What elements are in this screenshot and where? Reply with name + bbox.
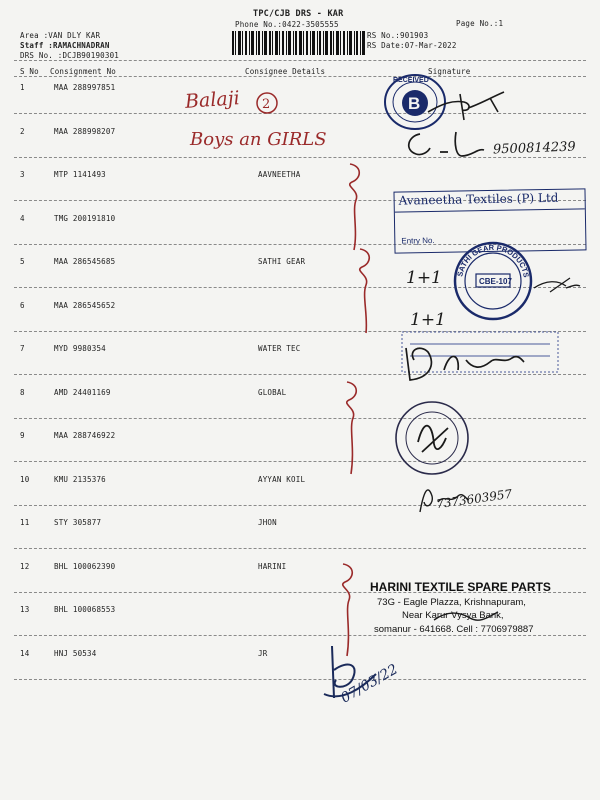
svg-text:B: B bbox=[408, 94, 421, 113]
col-signature: Signature bbox=[428, 67, 471, 76]
document-title: TPC/CJB DRS - KAR bbox=[253, 9, 344, 19]
row-sno: 1 bbox=[20, 83, 25, 92]
row-divider bbox=[14, 461, 586, 462]
row-sno: 3 bbox=[20, 170, 25, 179]
row-consignment-no: TMG 200191810 bbox=[54, 213, 116, 223]
row-consignment-no: STY 305877 bbox=[54, 518, 102, 527]
row-sno: 11 bbox=[20, 518, 30, 527]
row-consignment-no: AMD 24401169 bbox=[54, 387, 111, 397]
header-rule-top bbox=[14, 60, 586, 61]
avaneetha-divider bbox=[395, 208, 585, 212]
row-sno: 13 bbox=[20, 605, 30, 614]
row-consignment-no: BHL 100062390 bbox=[54, 561, 116, 571]
svg-text:RECEIVED: RECEIVED bbox=[393, 77, 429, 84]
signature-row1 bbox=[420, 82, 510, 128]
row-consignment-no: MAA 288746922 bbox=[54, 431, 116, 440]
row-divider bbox=[14, 635, 586, 636]
header-rule-bottom bbox=[14, 76, 586, 77]
row-consignee: JHON bbox=[258, 518, 277, 527]
global-stamp bbox=[392, 398, 472, 478]
harini-addr1: 73G - Eagle Plazza, Krishnapuram, bbox=[377, 597, 526, 608]
handwriting-1plus1-a: 1+1 bbox=[406, 268, 442, 288]
row-sno: 14 bbox=[20, 648, 30, 658]
row-sno: 9 bbox=[20, 431, 25, 440]
harini-addr2: Near Karur Vysya Bank, bbox=[402, 610, 504, 621]
sathi-gear-stamp bbox=[450, 238, 536, 324]
page-number: Page No.:1 bbox=[456, 19, 504, 28]
harini-addr3: somanur - 641668. Cell : 7706979887 bbox=[374, 624, 534, 635]
row-divider bbox=[14, 679, 586, 680]
handwriting-date: 07/03/22 bbox=[338, 661, 401, 707]
at-symbol-icon bbox=[253, 90, 281, 116]
row-consignment-no: KMU 2135376 bbox=[54, 474, 106, 484]
drs-number: DRS No. :DCJB90190301 bbox=[20, 51, 120, 60]
signature-row7 bbox=[400, 340, 528, 386]
svg-text:2: 2 bbox=[262, 97, 271, 112]
row-consignee: SATHI GEAR bbox=[258, 257, 306, 266]
avaneetha-name: Avaneetha Textiles (P) Ltd bbox=[398, 190, 559, 208]
row-sno: 4 bbox=[20, 213, 25, 223]
row-consignment-no: MAA 286545685 bbox=[54, 257, 116, 266]
row-consignee: GLOBAL bbox=[258, 387, 287, 397]
row-consignment-no: MAA 286545652 bbox=[54, 300, 116, 310]
harini-name: HARINI TEXTILE SPARE PARTS bbox=[370, 580, 551, 594]
area-label: Area :VAN DLY KAR bbox=[20, 31, 101, 40]
row-consignment-no: MYD 9980354 bbox=[54, 344, 106, 353]
row-sno: 2 bbox=[20, 126, 25, 136]
row-consignee: WATER TEC bbox=[258, 344, 301, 353]
row-sno: 10 bbox=[20, 474, 30, 484]
row-sno: 8 bbox=[20, 387, 25, 397]
col-sno: S No bbox=[20, 67, 39, 76]
signature-row2 bbox=[400, 126, 492, 164]
phone-number: Phone No.:0422-3505555 bbox=[235, 20, 339, 29]
rs-date: RS Date:07-Mar-2022 bbox=[367, 41, 457, 50]
row-consignee: JR bbox=[258, 648, 268, 658]
svg-text:CBE-107: CBE-107 bbox=[479, 277, 512, 286]
handwriting-phone1: 9500814239 bbox=[492, 139, 576, 158]
row-consignment-no: MAA 288998207 bbox=[54, 126, 116, 136]
row-consignee: AYYAN KOIL bbox=[258, 474, 306, 484]
row-sno: 5 bbox=[20, 257, 25, 266]
handwriting-phone2: 7373603957 bbox=[435, 486, 513, 512]
row-consignee: AAVNEETHA bbox=[258, 170, 301, 179]
barcode bbox=[232, 31, 365, 55]
row-sno: 7 bbox=[20, 344, 25, 353]
avaneetha-entry: Entry No. bbox=[401, 235, 435, 246]
row-consignment-no: HNJ 50534 bbox=[54, 648, 97, 658]
row-divider bbox=[14, 505, 586, 506]
row-consignment-no: MAA 288997851 bbox=[54, 83, 116, 92]
signature-row5 bbox=[530, 272, 582, 296]
brace-row5-6 bbox=[352, 245, 382, 337]
row-divider bbox=[14, 418, 586, 419]
col-consignment: Consignment No bbox=[50, 67, 117, 76]
row-consignment-no: MTP 1141493 bbox=[54, 170, 106, 179]
handwriting-boys-girls: Boys an GIRLS bbox=[190, 129, 327, 150]
row-consignment-no: BHL 100068553 bbox=[54, 605, 116, 614]
svg-text:SATHI GEAR PRODUCTS: SATHI GEAR PRODUCTS bbox=[455, 242, 531, 279]
row-sno: 6 bbox=[20, 300, 25, 310]
handwriting-balaji: Balaji bbox=[184, 87, 241, 113]
row-divider bbox=[14, 548, 586, 549]
row-sno: 12 bbox=[20, 561, 30, 571]
rs-number: RS No.:901903 bbox=[367, 31, 429, 40]
signature-row12 bbox=[430, 606, 500, 628]
col-consignee: Consignee Details bbox=[245, 67, 326, 76]
staff-label: Staff :RAMACHNADRAN bbox=[20, 41, 110, 50]
row-consignee: HARINI bbox=[258, 561, 287, 571]
handwriting-1plus1-b: 1+1 bbox=[410, 310, 446, 330]
brace-row8-9 bbox=[337, 378, 367, 478]
